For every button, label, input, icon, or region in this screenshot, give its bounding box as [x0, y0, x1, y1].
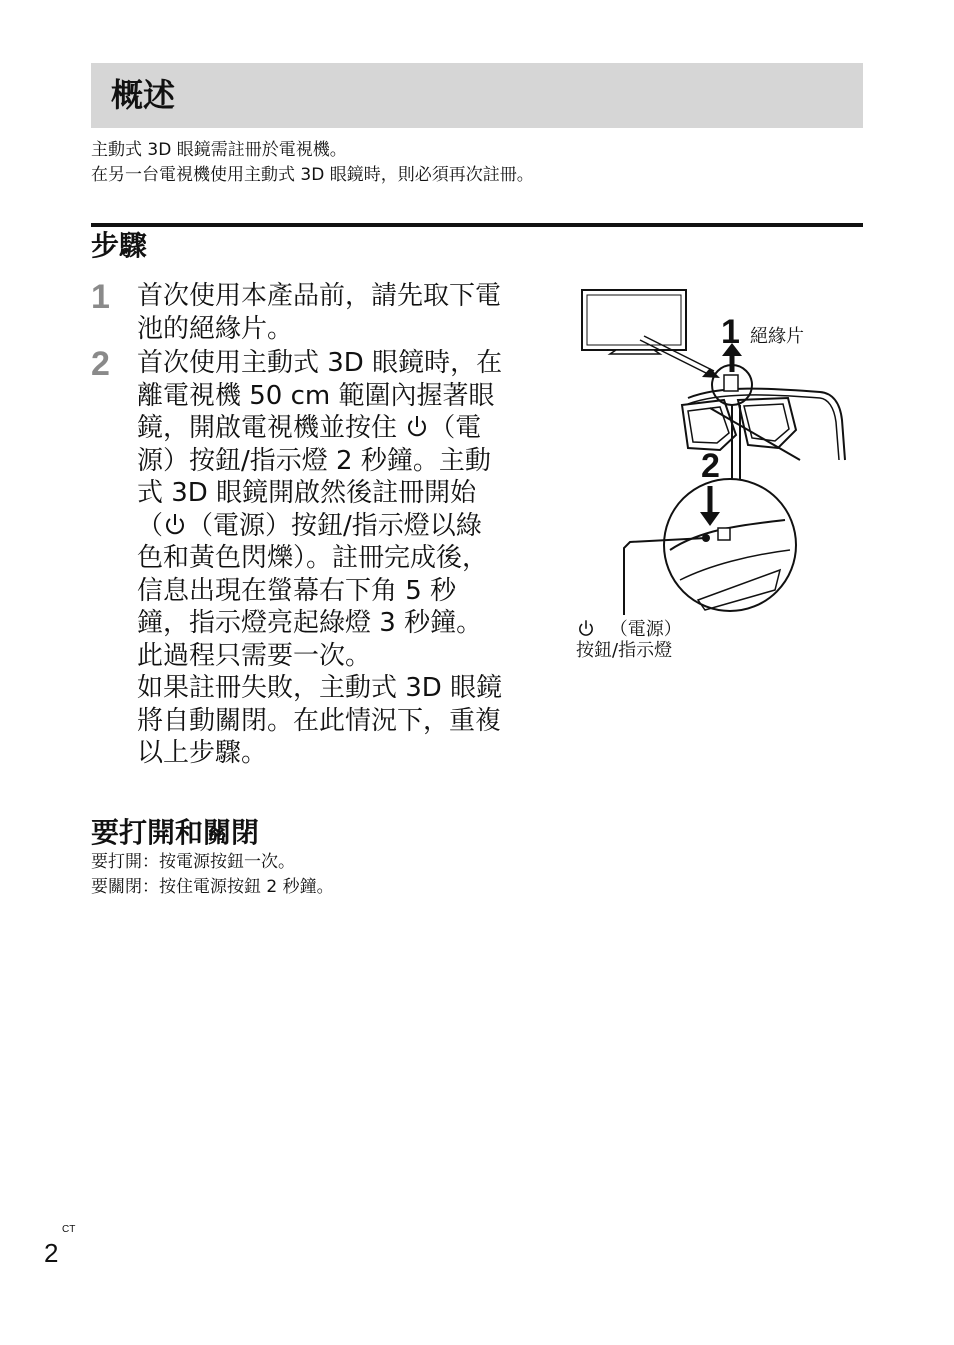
step-number: 2 [91, 345, 110, 383]
step-2 [91, 347, 551, 777]
step-line: 離電視機 50 cm 範圍內握著眼 [137, 380, 495, 411]
onoff-text [91, 850, 334, 900]
onoff-line: 要關閉：按住電源按鈕 2 秒鐘。 [91, 877, 334, 897]
glasses-registration-illustration [570, 280, 860, 680]
step-line-part: （電源）按鈕/指示燈以綠 [187, 510, 482, 541]
step-line-part: （ [137, 510, 164, 541]
step-line: 色和黃色閃爍）。註冊完成後， [137, 543, 489, 573]
insulation-sheet-label: 絕緣片 [750, 326, 804, 347]
step-line: 信息出現在螢幕右下角 5 秒 [137, 575, 457, 606]
onoff-heading: 要打開和關閉 [91, 816, 260, 849]
section-header-band [91, 63, 863, 128]
illustration-step2-number: 2 [701, 447, 720, 485]
power-icon [163, 511, 187, 537]
step-1 [91, 280, 551, 350]
section-divider [91, 223, 863, 227]
step-line: 首次使用主動式 3D 眼鏡時，在 [137, 348, 503, 378]
step-line: 此過程只需要一次。 [137, 640, 372, 671]
tv-screen-shape [582, 290, 686, 350]
section-title: 概述 [111, 76, 176, 114]
steps-heading: 步驟 [91, 229, 148, 262]
intro-line: 在另一台電視機使用主動式 3D 眼鏡時，則必須再次註冊。 [91, 165, 534, 185]
step-line-part: （電 [429, 413, 482, 443]
intro-text [91, 138, 534, 188]
intro-line: 主動式 3D 眼鏡需註冊於電視機。 [91, 140, 347, 160]
power-icon [576, 618, 596, 638]
step-line [137, 412, 547, 445]
step-line: 池的絕緣片。 [137, 313, 294, 344]
step-line: 式 3D 眼鏡開啟然後註冊開始 [137, 478, 477, 508]
step-line: 源）按鈕/指示燈 2 秒鐘。主動 [137, 445, 491, 476]
onoff-line: 要打開：按電源按鈕一次。 [91, 852, 295, 872]
step-line: 首次使用本產品前，請先取下電 [137, 281, 502, 311]
step-line [137, 510, 547, 543]
power-icon [405, 413, 429, 439]
power-label-line: （電源） [609, 619, 682, 640]
power-button-label [576, 618, 682, 641]
page-language-code: CT [62, 1224, 76, 1235]
step-line: 鐘，指示燈亮起綠燈 3 秒鐘。 [137, 608, 483, 638]
step-line: 以上步驟。 [137, 738, 268, 768]
step-text [137, 347, 547, 770]
illustration-step1-number: 1 [721, 313, 740, 351]
step-line: 將自動關閉。在此情況下，重複 [137, 705, 502, 736]
step-line: 如果註冊失敗，主動式 3D 眼鏡 [137, 673, 503, 703]
step-number: 1 [91, 278, 110, 316]
step-line-part: 鏡，開啟電視機並按住 [137, 413, 406, 443]
step-text [137, 280, 547, 345]
page-number: 2 [44, 1238, 59, 1268]
power-label-line: 按鈕/指示燈 [576, 640, 673, 661]
